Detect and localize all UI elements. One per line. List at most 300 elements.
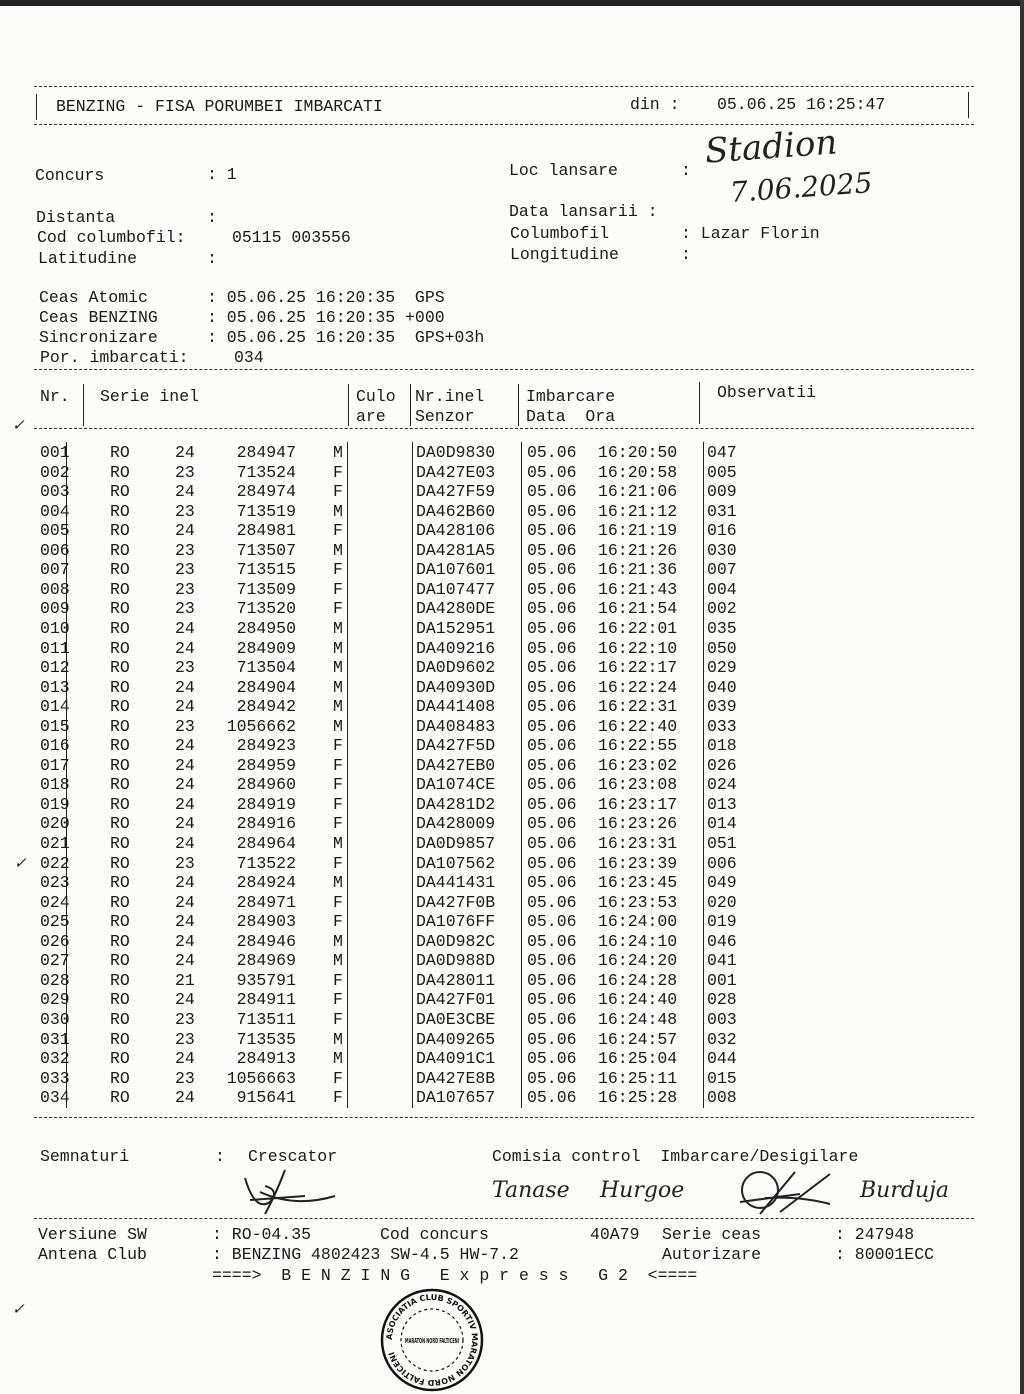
cell-observatii: 007 xyxy=(707,560,737,580)
cell-sex: F xyxy=(333,814,343,834)
latitudine-value: : xyxy=(207,249,217,268)
cod-columbofil-value: 05115 003556 xyxy=(232,228,351,247)
cell-year: 24 xyxy=(175,892,195,912)
cell-nr: 029 xyxy=(40,990,70,1010)
table-row xyxy=(0,521,1024,540)
cell-country: RO xyxy=(110,658,130,678)
cell-country: RO xyxy=(110,834,130,853)
cell-observatii: 002 xyxy=(707,599,737,619)
col-header-imbarcare: Imbarcare xyxy=(526,387,616,406)
cell-observatii: 006 xyxy=(707,853,737,873)
divider xyxy=(34,1117,974,1118)
cell-country: RO xyxy=(110,560,130,580)
cell-sex: F xyxy=(333,736,343,756)
cell-country: RO xyxy=(110,482,130,502)
cell-nr: 012 xyxy=(40,658,70,678)
cell-ring-number: 284971 xyxy=(236,892,296,912)
cell-sex: F xyxy=(333,755,343,775)
date-label: din : xyxy=(630,95,680,114)
cell-observatii: 032 xyxy=(707,1029,737,1049)
cell-year: 24 xyxy=(175,814,195,834)
autorizare-value: : 80001ECC xyxy=(835,1245,935,1264)
cell-date: 05.06 xyxy=(527,618,577,638)
cell-country: RO xyxy=(110,970,130,990)
cell-time: 16:25:11 xyxy=(598,1068,678,1088)
cell-ring-number: 713524 xyxy=(236,462,296,482)
cell-observatii: 031 xyxy=(707,501,737,521)
cell-ring-number: 284911 xyxy=(236,990,296,1010)
cell-country: RO xyxy=(110,716,130,736)
cell-time: 16:21:54 xyxy=(598,599,678,619)
cell-sensor: DA427E03 xyxy=(416,462,496,482)
cell-date: 05.06 xyxy=(527,775,577,795)
cell-observatii: 028 xyxy=(707,990,737,1010)
cell-ring-number: 713522 xyxy=(236,853,296,873)
cell-country: RO xyxy=(110,892,130,912)
cell-sex: F xyxy=(333,599,343,619)
cell-country: RO xyxy=(110,521,130,541)
cell-date: 05.06 xyxy=(527,677,577,697)
margin-check-mark: ✓ xyxy=(12,416,25,434)
cell-sensor: DA1076FF xyxy=(416,912,496,932)
cell-year: 23 xyxy=(175,853,195,873)
cell-nr: 026 xyxy=(40,931,70,951)
cell-country: RO xyxy=(110,501,130,521)
cell-ring-number: 935791 xyxy=(236,970,296,990)
cell-sensor: DA428009 xyxy=(416,814,496,834)
sincronizare-label: Sincronizare xyxy=(39,328,158,347)
table-row xyxy=(0,814,1024,833)
cell-sex: M xyxy=(333,1049,343,1069)
columbofil-label: Columbofil xyxy=(510,224,610,243)
ceas-atomic-value: : 05.06.25 16:20:35 GPS xyxy=(207,288,445,307)
cell-ring-number: 284959 xyxy=(236,755,296,775)
cell-sex: M xyxy=(333,1029,343,1049)
table-row xyxy=(0,639,1024,658)
cell-observatii: 009 xyxy=(707,482,737,502)
cell-time: 16:24:00 xyxy=(598,912,678,932)
table-row xyxy=(0,775,1024,794)
cell-observatii: 029 xyxy=(707,658,737,678)
cell-observatii: 040 xyxy=(707,677,737,697)
concurs-label: Concurs xyxy=(35,166,105,185)
cell-nr: 034 xyxy=(40,1088,70,1108)
cell-sex: M xyxy=(333,658,343,678)
cell-nr: 027 xyxy=(40,951,70,971)
cell-year: 23 xyxy=(175,716,195,736)
cell-observatii: 004 xyxy=(707,579,737,599)
cell-ring-number: 713520 xyxy=(236,599,296,619)
table-row xyxy=(0,736,1024,755)
table-row xyxy=(0,1030,1024,1049)
cell-sensor: DA0D9602 xyxy=(416,658,496,678)
cell-observatii: 046 xyxy=(707,931,737,951)
cell-time: 16:23:02 xyxy=(598,755,678,775)
cod-columbofil-label: Cod columbofil: xyxy=(37,228,186,247)
scan-top-edge xyxy=(0,0,1024,6)
cell-time: 16:21:43 xyxy=(598,579,678,599)
cell-year: 23 xyxy=(175,1009,195,1029)
cell-sensor: DA107601 xyxy=(416,560,496,580)
col-header-data-ora: Data Ora xyxy=(526,407,616,426)
cell-country: RO xyxy=(110,1049,130,1069)
data-lansarii-label: Data lansarii : xyxy=(509,202,658,221)
table-row xyxy=(0,619,1024,638)
comisia-label: Comisia control Imbarcare/Desigilare xyxy=(492,1147,859,1166)
table-row xyxy=(0,912,1024,931)
cell-date: 05.06 xyxy=(527,1049,577,1069)
cell-sensor: DA408483 xyxy=(416,716,496,736)
cell-year: 21 xyxy=(175,970,195,990)
divider xyxy=(83,384,84,426)
cell-nr: 032 xyxy=(40,1049,70,1069)
versiune-sw-label: Versiune SW xyxy=(38,1225,147,1244)
table-row xyxy=(0,658,1024,677)
divider xyxy=(412,442,413,1108)
col-header-senzor: Senzor xyxy=(415,407,475,426)
cell-date: 05.06 xyxy=(527,462,577,482)
cell-country: RO xyxy=(110,794,130,814)
serie-ceas-value: : 247948 xyxy=(835,1225,915,1244)
cell-year: 24 xyxy=(175,912,195,932)
cell-country: RO xyxy=(110,1029,130,1049)
crescator-label: Crescator xyxy=(248,1147,338,1166)
cell-ring-number: 284903 xyxy=(236,912,296,932)
cell-observatii: 026 xyxy=(707,755,737,775)
table-row xyxy=(0,1069,1024,1088)
margin-check-mark: ✓ xyxy=(12,1300,25,1318)
cell-date: 05.06 xyxy=(527,873,577,893)
cell-year: 24 xyxy=(175,775,195,795)
cell-time: 16:24:28 xyxy=(598,970,678,990)
cell-observatii: 013 xyxy=(707,794,737,814)
cell-sex: F xyxy=(333,853,343,873)
cell-sex: F xyxy=(333,1088,343,1108)
cell-year: 24 xyxy=(175,521,195,541)
cell-sensor: DA0D9830 xyxy=(416,443,496,462)
cell-observatii: 008 xyxy=(707,1088,737,1108)
document-title: BENZING - FISA PORUMBEI IMBARCATI xyxy=(56,97,383,116)
cell-ring-number: 284969 xyxy=(236,951,296,971)
cell-nr: 020 xyxy=(40,814,70,834)
cell-time: 16:22:17 xyxy=(598,658,678,678)
handwritten-date: 7.06.2025 xyxy=(728,166,874,209)
cell-date: 05.06 xyxy=(527,990,577,1010)
antena-club-label: Antena Club xyxy=(38,1245,147,1264)
cell-time: 16:21:19 xyxy=(598,521,678,541)
longitudine-label: Longitudine xyxy=(510,245,619,264)
handwritten-name: Tanase xyxy=(492,1178,570,1203)
cell-nr: 022 xyxy=(40,853,70,873)
cell-sensor: DA462B60 xyxy=(416,501,496,521)
cell-sex: F xyxy=(333,1068,343,1088)
cell-time: 16:22:01 xyxy=(598,618,678,638)
cell-observatii: 003 xyxy=(707,1009,737,1029)
cell-observatii: 014 xyxy=(707,814,737,834)
cell-date: 05.06 xyxy=(527,970,577,990)
semnaturi-label: Semnaturi xyxy=(40,1147,130,1166)
cell-ring-number: 284947 xyxy=(236,443,296,462)
cell-sensor: DA107657 xyxy=(416,1088,496,1108)
cell-sensor: DA441431 xyxy=(416,873,496,893)
cell-ring-number: 284924 xyxy=(236,873,296,893)
cell-ring-number: 1056662 xyxy=(226,716,296,736)
longitudine-value: : xyxy=(681,245,691,264)
cell-time: 16:20:58 xyxy=(598,462,678,482)
handwritten-location: Stadion xyxy=(703,122,839,172)
cell-date: 05.06 xyxy=(527,521,577,541)
table-row xyxy=(0,599,1024,618)
cell-ring-number: 713504 xyxy=(236,658,296,678)
cell-country: RO xyxy=(110,540,130,560)
table-row xyxy=(0,854,1024,873)
commission-signatures xyxy=(720,1168,840,1216)
cell-time: 16:25:04 xyxy=(598,1049,678,1069)
cell-time: 16:23:53 xyxy=(598,892,678,912)
cell-year: 24 xyxy=(175,1088,195,1108)
print-datetime: 05.06.25 16:25:47 xyxy=(717,95,886,114)
latitudine-label: Latitudine xyxy=(38,249,138,268)
cell-date: 05.06 xyxy=(527,736,577,756)
cell-year: 24 xyxy=(175,618,195,638)
cell-date: 05.06 xyxy=(527,892,577,912)
stamp-center-text: MARATON NORD FALTICENI xyxy=(405,1337,459,1345)
cell-sensor: DA4280DE xyxy=(416,599,496,619)
cell-time: 16:21:06 xyxy=(598,482,678,502)
cell-sensor: DA441408 xyxy=(416,697,496,717)
cell-date: 05.06 xyxy=(527,755,577,775)
divider xyxy=(703,442,704,1108)
cell-ring-number: 713519 xyxy=(236,501,296,521)
cell-time: 16:22:31 xyxy=(598,697,678,717)
cell-year: 23 xyxy=(175,1068,195,1088)
cell-time: 16:23:17 xyxy=(598,794,678,814)
table-row xyxy=(0,580,1024,599)
cell-observatii: 018 xyxy=(707,736,737,756)
stamp-text: ASOCIATIA CLUB SPORTIV MARATON NORD FALTICENI xyxy=(384,1292,480,1388)
table-row xyxy=(0,990,1024,1009)
cell-date: 05.06 xyxy=(527,599,577,619)
cell-ring-number: 284916 xyxy=(236,814,296,834)
table-row xyxy=(0,1010,1024,1029)
divider xyxy=(521,442,522,1108)
autorizare-label: Autorizare xyxy=(662,1245,762,1264)
cell-nr: 024 xyxy=(40,892,70,912)
cell-year: 24 xyxy=(175,677,195,697)
cell-nr: 028 xyxy=(40,970,70,990)
cell-observatii: 035 xyxy=(707,618,737,638)
cell-ring-number: 713511 xyxy=(236,1009,296,1029)
cell-year: 23 xyxy=(175,462,195,482)
margin-check-mark: ✓ xyxy=(14,854,27,872)
cell-sex: M xyxy=(333,951,343,971)
distanta-value: : xyxy=(207,208,217,227)
cell-ring-number: 1056663 xyxy=(226,1068,296,1088)
semnaturi-colon: : xyxy=(215,1147,225,1166)
cell-time: 16:23:45 xyxy=(598,873,678,893)
table-row xyxy=(0,541,1024,560)
cell-observatii: 005 xyxy=(707,462,737,482)
cell-nr: 003 xyxy=(40,482,70,502)
cell-nr: 002 xyxy=(40,462,70,482)
cell-observatii: 051 xyxy=(707,834,737,853)
ceas-benzing-label: Ceas BENZING xyxy=(39,308,158,327)
cell-sensor: DA427EB0 xyxy=(416,755,496,775)
distanta-label: Distanta xyxy=(36,208,116,227)
cell-year: 24 xyxy=(175,931,195,951)
ceas-benzing-value: : 05.06.25 16:20:35 +000 xyxy=(207,308,445,327)
cell-nr: 025 xyxy=(40,912,70,932)
cell-ring-number: 284981 xyxy=(236,521,296,541)
cell-time: 16:24:48 xyxy=(598,1009,678,1029)
divider xyxy=(348,384,349,426)
cell-sex: F xyxy=(333,990,343,1010)
cell-sex: M xyxy=(333,501,343,521)
cell-year: 23 xyxy=(175,540,195,560)
cell-observatii: 049 xyxy=(707,873,737,893)
cell-nr: 008 xyxy=(40,579,70,599)
cell-nr: 014 xyxy=(40,697,70,717)
cell-date: 05.06 xyxy=(527,794,577,814)
col-header-serie: Serie inel xyxy=(100,387,200,406)
divider xyxy=(410,384,411,426)
cell-time: 16:24:20 xyxy=(598,951,678,971)
cell-sensor: DA409216 xyxy=(416,638,496,658)
cell-ring-number: 284946 xyxy=(236,931,296,951)
cell-nr: 021 xyxy=(40,834,70,853)
divider xyxy=(34,1218,974,1219)
cell-ring-number: 284913 xyxy=(236,1049,296,1069)
cell-year: 24 xyxy=(175,638,195,658)
cell-observatii: 033 xyxy=(707,716,737,736)
cell-date: 05.06 xyxy=(527,560,577,580)
col-header-observatii: Observatii xyxy=(717,383,817,402)
cell-nr: 007 xyxy=(40,560,70,580)
cell-ring-number: 284964 xyxy=(236,834,296,853)
divider xyxy=(968,92,969,118)
cell-nr: 018 xyxy=(40,775,70,795)
cell-date: 05.06 xyxy=(527,482,577,502)
benzing-banner: ====> B E N Z I N G E x p r e s s G 2 <==== xyxy=(212,1266,698,1285)
cell-year: 24 xyxy=(175,736,195,756)
sincronizare-value: : 05.06.25 16:20:35 GPS+03h xyxy=(207,328,485,347)
cell-date: 05.06 xyxy=(527,697,577,717)
cell-time: 16:23:26 xyxy=(598,814,678,834)
divider xyxy=(34,428,974,429)
handwritten-name: Hurgoe xyxy=(600,1178,685,1203)
loc-lansare-label: Loc lansare xyxy=(509,161,618,180)
cell-date: 05.06 xyxy=(527,443,577,462)
loc-lansare-value: : xyxy=(681,161,691,180)
table-row xyxy=(0,795,1024,814)
cell-date: 05.06 xyxy=(527,912,577,932)
cell-sex: M xyxy=(333,638,343,658)
cell-country: RO xyxy=(110,951,130,971)
cell-date: 05.06 xyxy=(527,716,577,736)
cell-year: 24 xyxy=(175,873,195,893)
cell-sensor: DA0E3CBE xyxy=(416,1009,496,1029)
cell-sex: F xyxy=(333,912,343,932)
cell-nr: 010 xyxy=(40,618,70,638)
table-row xyxy=(0,834,1024,853)
cell-ring-number: 284904 xyxy=(236,677,296,697)
cell-nr: 030 xyxy=(40,1009,70,1029)
cell-sex: M xyxy=(333,540,343,560)
cell-sex: F xyxy=(333,482,343,502)
cell-sensor: DA427F0B xyxy=(416,892,496,912)
divider xyxy=(34,86,974,87)
cell-country: RO xyxy=(110,990,130,1010)
cell-date: 05.06 xyxy=(527,834,577,853)
cell-sensor: DA0D982C xyxy=(416,931,496,951)
cell-sensor: DA427E8B xyxy=(416,1068,496,1088)
cell-nr: 019 xyxy=(40,794,70,814)
col-header-nr: Nr. xyxy=(40,387,70,406)
table-row xyxy=(0,971,1024,990)
col-header-nr-inel: Nr.inel xyxy=(415,387,485,406)
table-row xyxy=(0,1049,1024,1068)
cell-year: 23 xyxy=(175,560,195,580)
cell-nr: 033 xyxy=(40,1068,70,1088)
cell-observatii: 047 xyxy=(707,443,737,462)
cell-sensor: DA107477 xyxy=(416,579,496,599)
cell-year: 24 xyxy=(175,834,195,853)
cell-sensor: DA152951 xyxy=(416,618,496,638)
cell-country: RO xyxy=(110,853,130,873)
divider xyxy=(518,384,519,426)
cell-time: 16:21:12 xyxy=(598,501,678,521)
cell-time: 16:22:55 xyxy=(598,736,678,756)
cell-country: RO xyxy=(110,462,130,482)
table-row xyxy=(0,932,1024,951)
cell-ring-number: 284960 xyxy=(236,775,296,795)
cell-time: 16:23:08 xyxy=(598,775,678,795)
crescator-signature xyxy=(235,1168,355,1216)
cell-date: 05.06 xyxy=(527,501,577,521)
cell-date: 05.06 xyxy=(527,1088,577,1108)
divider xyxy=(66,442,67,1108)
cell-sensor: DA409265 xyxy=(416,1029,496,1049)
cell-sex: M xyxy=(333,716,343,736)
cod-concurs-value: 40A79 xyxy=(590,1225,640,1244)
cell-nr: 023 xyxy=(40,873,70,893)
cell-country: RO xyxy=(110,736,130,756)
divider xyxy=(36,94,37,120)
cell-sex: M xyxy=(333,931,343,951)
cell-year: 23 xyxy=(175,658,195,678)
cell-date: 05.06 xyxy=(527,1029,577,1049)
cell-sex: F xyxy=(333,794,343,814)
cell-nr: 016 xyxy=(40,736,70,756)
versiune-sw-value: : RO-04.35 xyxy=(212,1225,312,1244)
table-row xyxy=(0,756,1024,775)
cell-date: 05.06 xyxy=(527,1009,577,1029)
cell-sex: F xyxy=(333,560,343,580)
cell-sex: F xyxy=(333,892,343,912)
cell-sex: F xyxy=(333,521,343,541)
cell-ring-number: 713515 xyxy=(236,560,296,580)
cell-nr: 013 xyxy=(40,677,70,697)
cell-year: 24 xyxy=(175,794,195,814)
cell-nr: 006 xyxy=(40,540,70,560)
cell-time: 16:22:24 xyxy=(598,677,678,697)
cell-country: RO xyxy=(110,638,130,658)
cell-country: RO xyxy=(110,1009,130,1029)
table-row xyxy=(0,560,1024,579)
cell-time: 16:22:10 xyxy=(598,638,678,658)
cell-time: 16:23:31 xyxy=(598,834,678,853)
cell-ring-number: 713535 xyxy=(236,1029,296,1049)
